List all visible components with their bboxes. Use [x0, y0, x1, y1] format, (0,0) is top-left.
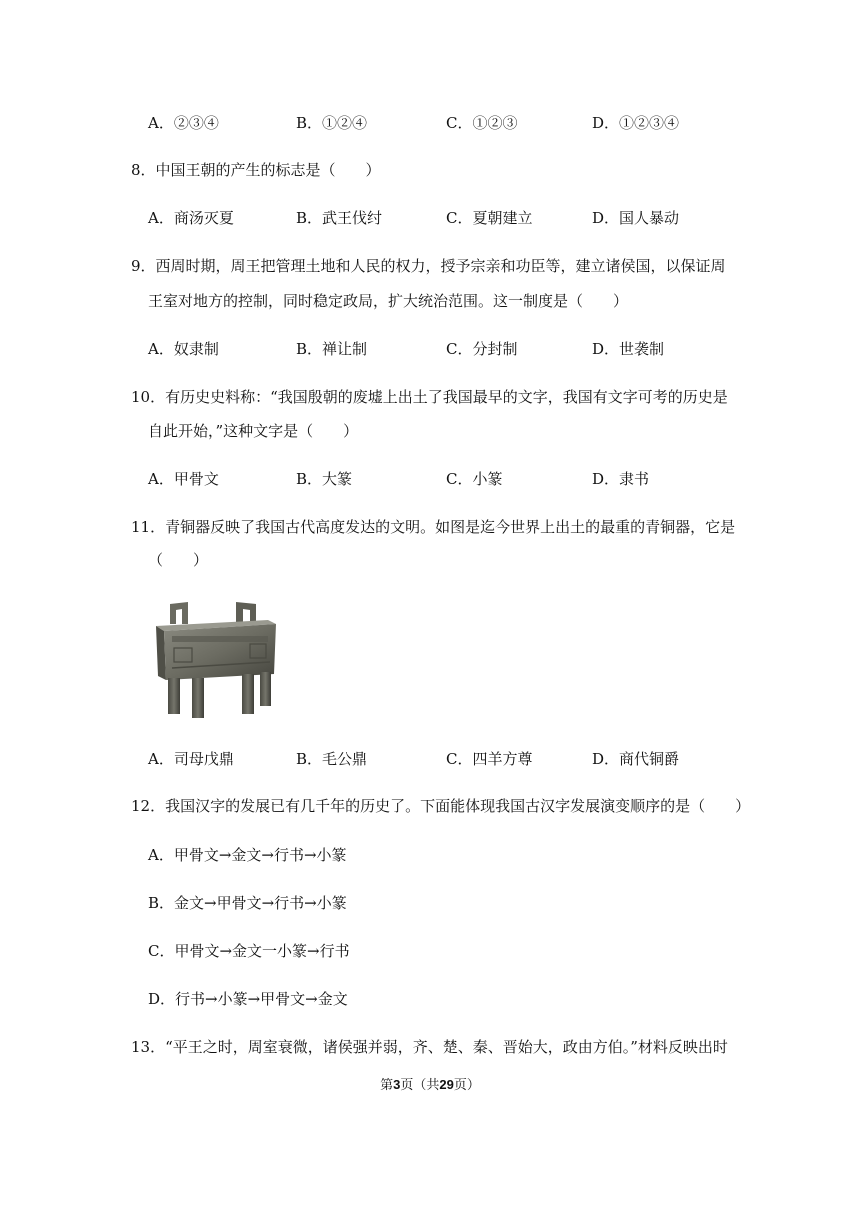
- q11-stem-line2: （ ）: [148, 551, 209, 569]
- q8-option-d: D．国人暴动: [592, 209, 680, 227]
- q12-option-d: D．行书→小篆→甲骨文→金文: [148, 990, 348, 1008]
- q7-option-b: B．①②④: [296, 114, 368, 132]
- q8-option-b: B．武王伐纣: [296, 209, 383, 227]
- q8-stem: 8．中国王朝的产生的标志是（ ）: [131, 161, 381, 179]
- page-footer: [0, 1075, 860, 1096]
- q10-option-b: B．大篆: [296, 470, 353, 488]
- q9-option-a: A．奴隶制: [148, 340, 219, 358]
- bronze-ding-image: [150, 598, 282, 720]
- q11-option-a: A．司母戊鼎: [148, 750, 234, 768]
- q9-stem-line1: 9．西周时期，周王把管理土地和人民的权力，授予宗亲和功臣等，建立诸侯国，以保证周: [131, 257, 726, 275]
- q9-stem-line2: 王室对地方的控制，同时稳定政局，扩大统治范围。这一制度是（ ）: [148, 292, 629, 310]
- footer-middle: 页（共: [400, 1078, 440, 1093]
- q9-option-d: D．世袭制: [592, 340, 665, 358]
- q7-option-d: D．①②③④: [592, 114, 680, 132]
- q12-option-a: A．甲骨文→金文→行书→小篆: [148, 846, 347, 864]
- q13-stem-line1: 13．“平王之时，周室衰微，诸侯强并弱，齐、楚、秦、晋始大，政由方伯。”材料反映出时: [131, 1038, 728, 1056]
- q7-option-c: C．①②③: [446, 114, 518, 132]
- q12-option-b: B．金文→甲骨文→行书→小篆: [148, 894, 347, 912]
- q9-option-b: B．禅让制: [296, 340, 368, 358]
- q7-option-a: A．②③④: [148, 114, 219, 132]
- q10-option-d: D．隶书: [592, 470, 650, 488]
- q11-option-b: B．毛公鼎: [296, 750, 368, 768]
- footer-prefix: 第: [380, 1078, 394, 1093]
- q11-option-c: C．四羊方尊: [446, 750, 533, 768]
- q10-option-a: A．甲骨文: [148, 470, 219, 488]
- q10-stem-line1: 10．有历史史料称：“我国殷朝的废墟上出土了我国最早的文字，我国有文字可考的历史是: [131, 388, 728, 406]
- page-number: 3: [393, 1077, 401, 1092]
- q12-option-c: C．甲骨文→金文一小篆→行书: [148, 942, 350, 960]
- q8-option-c: C．夏朝建立: [446, 209, 533, 227]
- total-pages: 29: [439, 1077, 454, 1092]
- q11-option-d: D．商代铜爵: [592, 750, 680, 768]
- q10-option-c: C．小篆: [446, 470, 503, 488]
- q8-option-a: A．商汤灭夏: [148, 209, 234, 227]
- q10-stem-line2: 自此开始，”这种文字是（ ）: [148, 422, 359, 440]
- footer-suffix: 页）: [453, 1078, 480, 1093]
- q12-stem: 12．我国汉字的发展已有几千年的历史了。下面能体现我国古汉字发展演变顺序的是（ ）: [131, 797, 751, 815]
- q9-option-c: C．分封制: [446, 340, 518, 358]
- q11-stem-line1: 11．青铜器反映了我国古代高度发达的文明。如图是迄今世界上出土的最重的青铜器，它是: [131, 518, 736, 536]
